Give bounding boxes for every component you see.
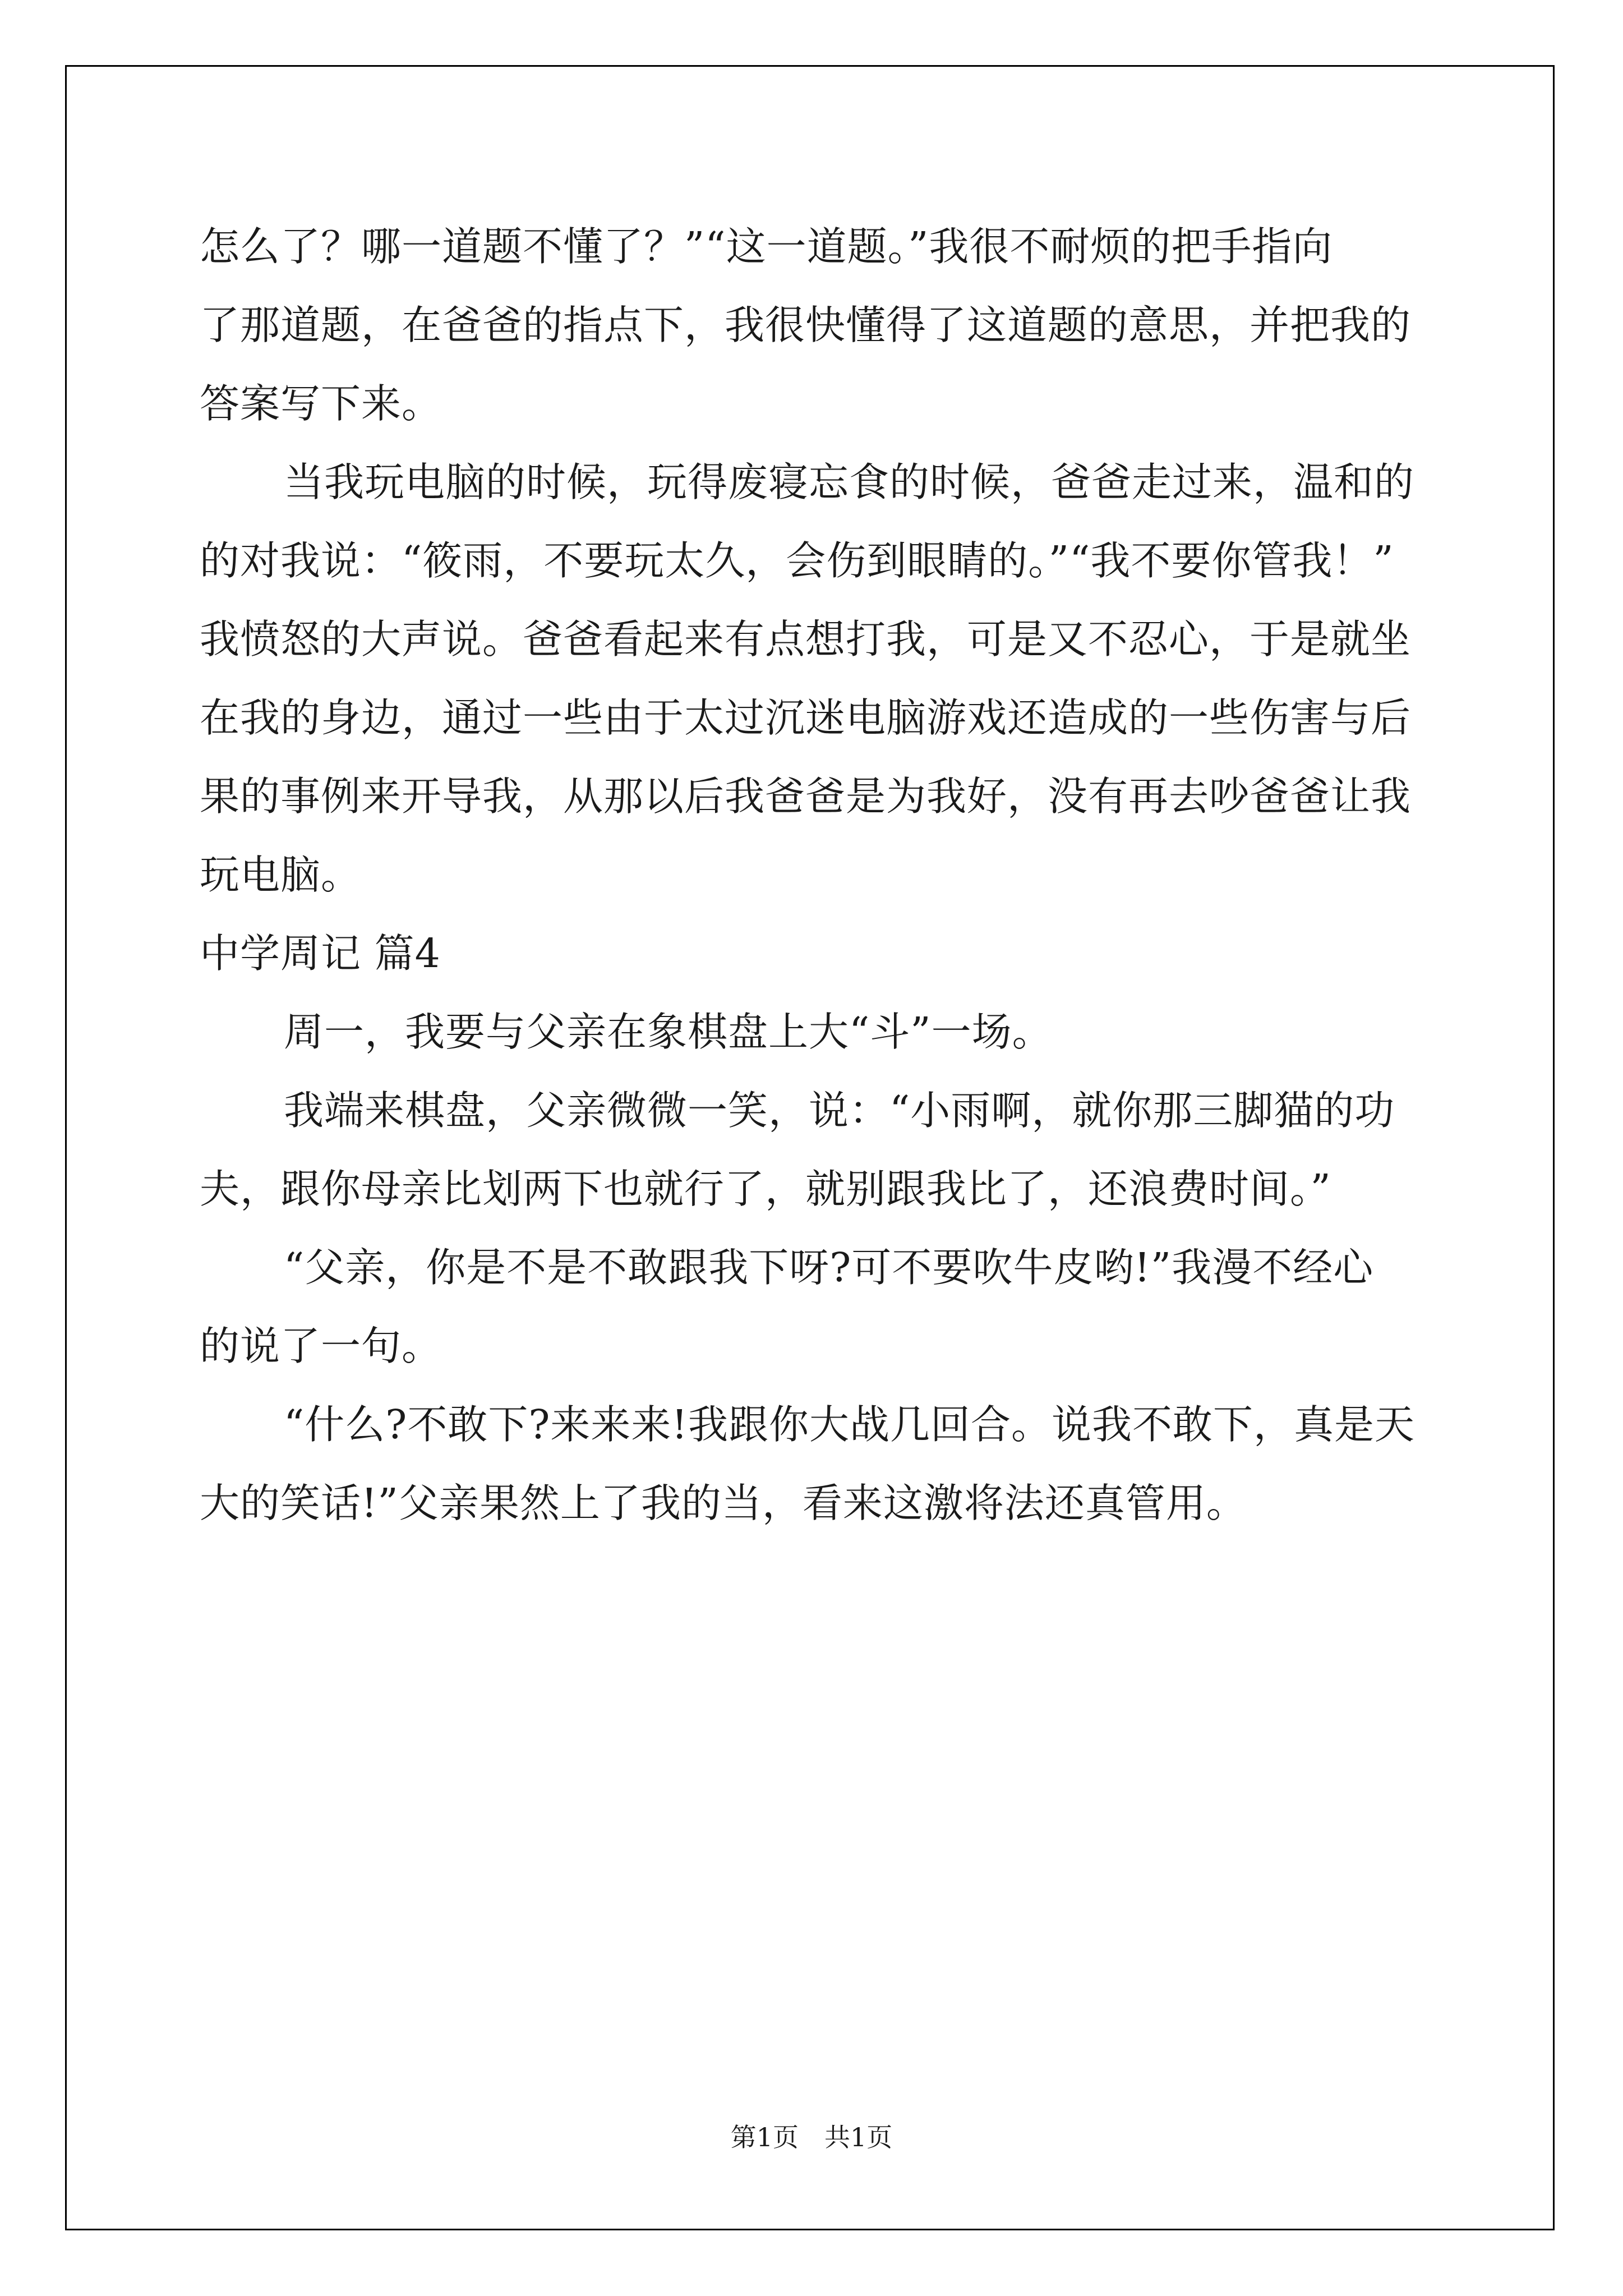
text-line: 大的笑话!”父亲果然上了我的当，看来这激将法还真管用。 — [200, 1480, 1247, 1526]
text-line: “父亲，你是不是不敢跟我下呀?可不要吹牛皮哟!”我漫不经心 — [284, 1244, 1374, 1291]
text-line: 的对我说：“筱雨，不要玩太久，会伤到眼睛的。”“我不要你管我！” — [200, 537, 1394, 584]
text-line: 了那道题，在爸爸的指点下，我很快懂得了这道题的意思，并把我的 — [200, 302, 1412, 348]
section-heading: 中学周记 篇4 — [200, 930, 441, 977]
text-line: 我愤怒的大声说。爸爸看起来有点想打我，可是又不忍心，于是就坐 — [200, 616, 1412, 662]
document-body — [200, 208, 1433, 1543]
text-line: 答案写下来。 — [200, 380, 442, 427]
text-line: “什么?不敢下?来来来!我跟你大战几回合。说我不敢下，真是天 — [284, 1401, 1415, 1448]
text-line: 当我玩电脑的时候，玩得废寝忘食的时候，爸爸走过来，温和的 — [284, 459, 1415, 505]
page-number: 第1页 共1页 — [730, 2122, 893, 2152]
text-line: 果的事例来开导我，从那以后我爸爸是为我好，没有再去吵爸爸让我 — [200, 773, 1412, 820]
text-line: 的说了一句。 — [200, 1323, 442, 1369]
text-line: 在我的身边，通过一些由于太过沉迷电脑游戏还造成的一些伤害与后 — [200, 694, 1412, 741]
text-line: 夫，跟你母亲比划两下也就行了，就别跟我比了，还浪费时间。” — [200, 1166, 1331, 1212]
text-line: 玩电脑。 — [200, 852, 362, 898]
text-line: 我端来棋盘，父亲微微一笑，说：“小雨啊，就你那三脚猫的功 — [284, 1087, 1395, 1134]
text-line: 周一，我要与父亲在象棋盘上大“斗”一场。 — [284, 1009, 1053, 1055]
text-line: 怎么了？哪一道题不懂了？”“这一道题。”我很不耐烦的把手指向 — [200, 223, 1333, 270]
